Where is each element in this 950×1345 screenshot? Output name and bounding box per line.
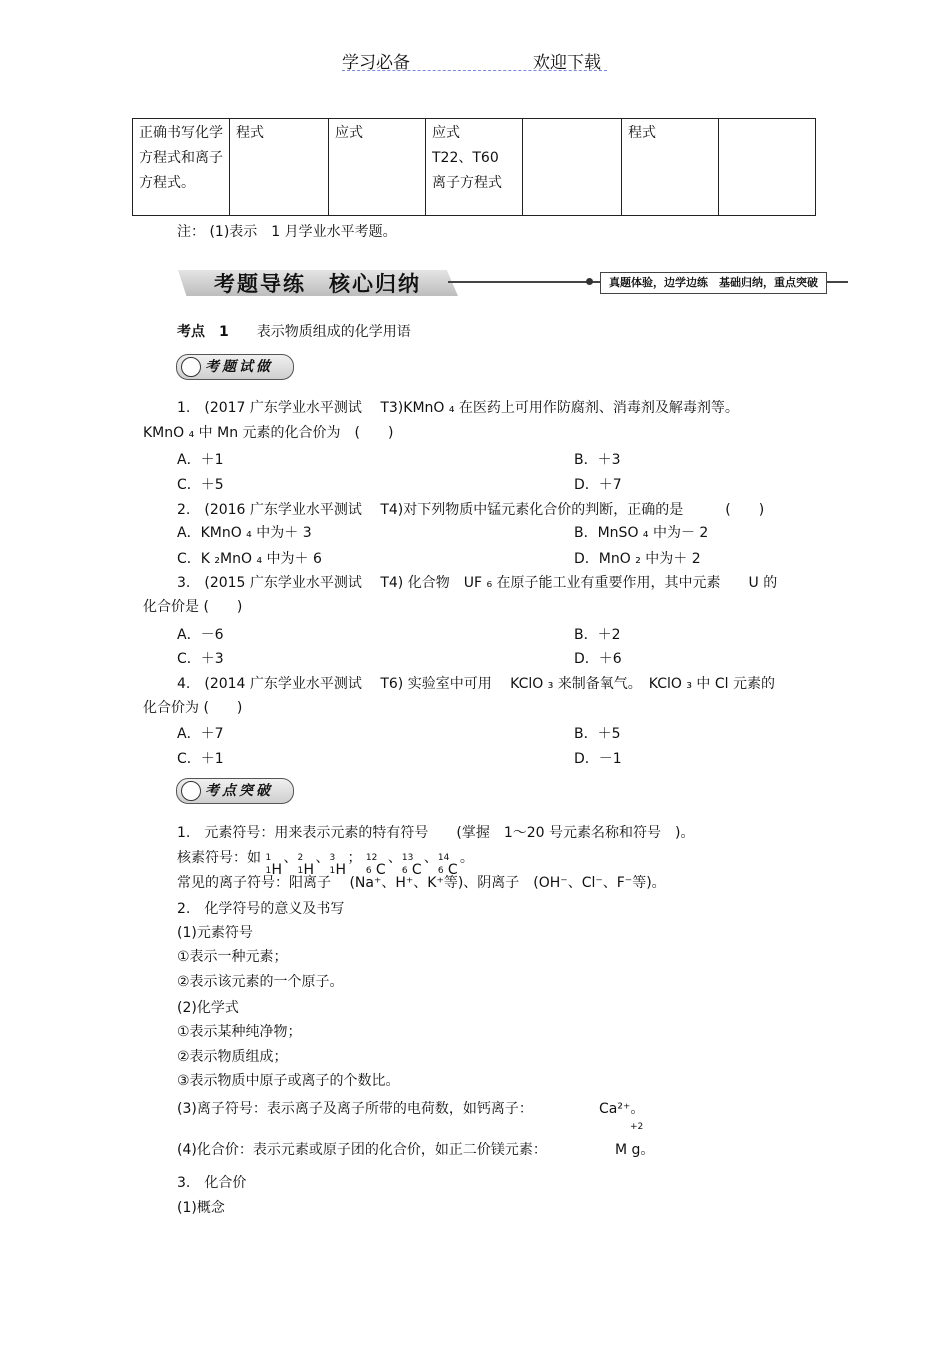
magnesium-valence: M g。 — [615, 1142, 655, 1158]
option: A．－6 — [177, 627, 224, 643]
pen-icon — [181, 781, 201, 801]
option: B．＋3 — [574, 452, 621, 468]
question-line: KMnO ₄ 中 Mn 元素的化合价为 ( ) — [143, 425, 394, 441]
question-line: 2. (2016 广东学业水平测试 T4)对下列物质中锰元素化合价的判断，正确的是 ( ) — [177, 502, 765, 518]
table-cell: 应式 — [329, 119, 426, 216]
note-line: (2)化学式 — [177, 1000, 239, 1016]
note-line: ③表示物质中原子或离子的个数比。 — [177, 1073, 400, 1089]
note-line: (1)元素符号 — [177, 925, 253, 941]
table-cell: 应式 T22、T60 离子方程式 — [426, 119, 523, 216]
question-line: 3. (2015 广东学业水平测试 T4) 化合物 UF ₆ 在原子能工业有重要作用，其中元素 U 的 — [177, 575, 778, 591]
option: D．MnO ₂ 中为＋ 2 — [574, 551, 701, 567]
kaodian-heading: 考点 1 表示物质组成的化学用语 — [177, 324, 411, 340]
table-cell — [719, 119, 816, 216]
option: A．＋7 — [177, 726, 224, 742]
note-line: ①表示某种纯净物； — [177, 1024, 302, 1040]
table-cell: 程式 — [622, 119, 719, 216]
note-line: 1. 元素符号：用来表示元素的特有符号 (掌握 1～20 号元素名称和符号 )。 — [177, 825, 695, 841]
note-line: ②表示该元素的一个原子。 — [177, 974, 344, 990]
objectives-table — [132, 118, 816, 216]
option: A．＋1 — [177, 452, 224, 468]
option: A．KMnO ₄ 中为＋ 3 — [177, 525, 312, 541]
option: C．＋5 — [177, 477, 224, 493]
header-left: 学习必备 — [342, 53, 410, 73]
note-line: 2. 化学符号的意义及书写 — [177, 901, 345, 917]
banner-title: 考题导练 核心归纳 — [214, 272, 421, 296]
table-cell — [523, 119, 622, 216]
table-cell: 正确书写化学方程式和离子方程式。 — [133, 119, 230, 216]
pen-icon — [181, 357, 201, 377]
note-line: ②表示物质组成； — [177, 1049, 288, 1065]
nuclide-line: 核素符号：如 1 1 H 、 2 1 H 、 3 1 H ； 12 6 C 、 13 6 C 、 14 6 C 。 — [177, 850, 474, 878]
option: D．＋7 — [574, 477, 622, 493]
header-underline — [342, 70, 607, 71]
table-cell: 程式 — [230, 119, 329, 216]
question-line: 化合价是 ( ) — [143, 599, 243, 615]
practice-tag: 考题试做 — [176, 354, 294, 380]
breakthrough-tag: 考点突破 — [176, 778, 294, 804]
question-line: 化合价为 ( ) — [143, 700, 243, 716]
question-line: 4. (2014 广东学业水平测试 T6) 实验室中可用 KClO ₃ 来制备氧气。 KClO ₃ 中 Cl 元素的 — [177, 676, 775, 692]
option: D．＋6 — [574, 651, 622, 667]
option: D．－1 — [574, 751, 622, 767]
note-line: ①表示一种元素； — [177, 949, 288, 965]
option: B．＋5 — [574, 726, 621, 742]
section-banner — [178, 266, 848, 300]
option: C．＋1 — [177, 751, 224, 767]
note-line: (4)化合价：表示元素或原子团的化合价，如正二价镁元素： — [177, 1142, 547, 1158]
note-line: (3)离子符号：表示离子及离子所带的电荷数，如钙离子： — [177, 1101, 533, 1117]
calcium-ion: Ca²⁺。 — [599, 1101, 645, 1117]
question-line: 1. (2017 广东学业水平测试 T3)KMnO ₄ 在医药上可用作防腐剂、消毒剂及解毒剂等。 — [177, 400, 739, 416]
valence-mark: +2 — [630, 1122, 644, 1132]
header-right: 欢迎下载 — [533, 53, 601, 73]
option: C．K ₂MnO ₄ 中为＋ 6 — [177, 551, 322, 567]
banner-subtitle: 真题体验，边学边练 基础归纳，重点突破 — [600, 272, 827, 294]
option: B．MnSO ₄ 中为－ 2 — [574, 525, 709, 541]
note-line: (1)概念 — [177, 1200, 225, 1216]
option: C．＋3 — [177, 651, 224, 667]
note-line: 3. 化合价 — [177, 1175, 247, 1191]
note-line: 常见的离子符号：阳离子 (Na⁺、H⁺、K⁺等)、阴离子 (OH⁻、Cl⁻、F⁻等)。 — [177, 875, 666, 891]
table-note: 注： (1)表示 1 月学业水平考题。 — [177, 224, 397, 240]
option: B．＋2 — [574, 627, 621, 643]
